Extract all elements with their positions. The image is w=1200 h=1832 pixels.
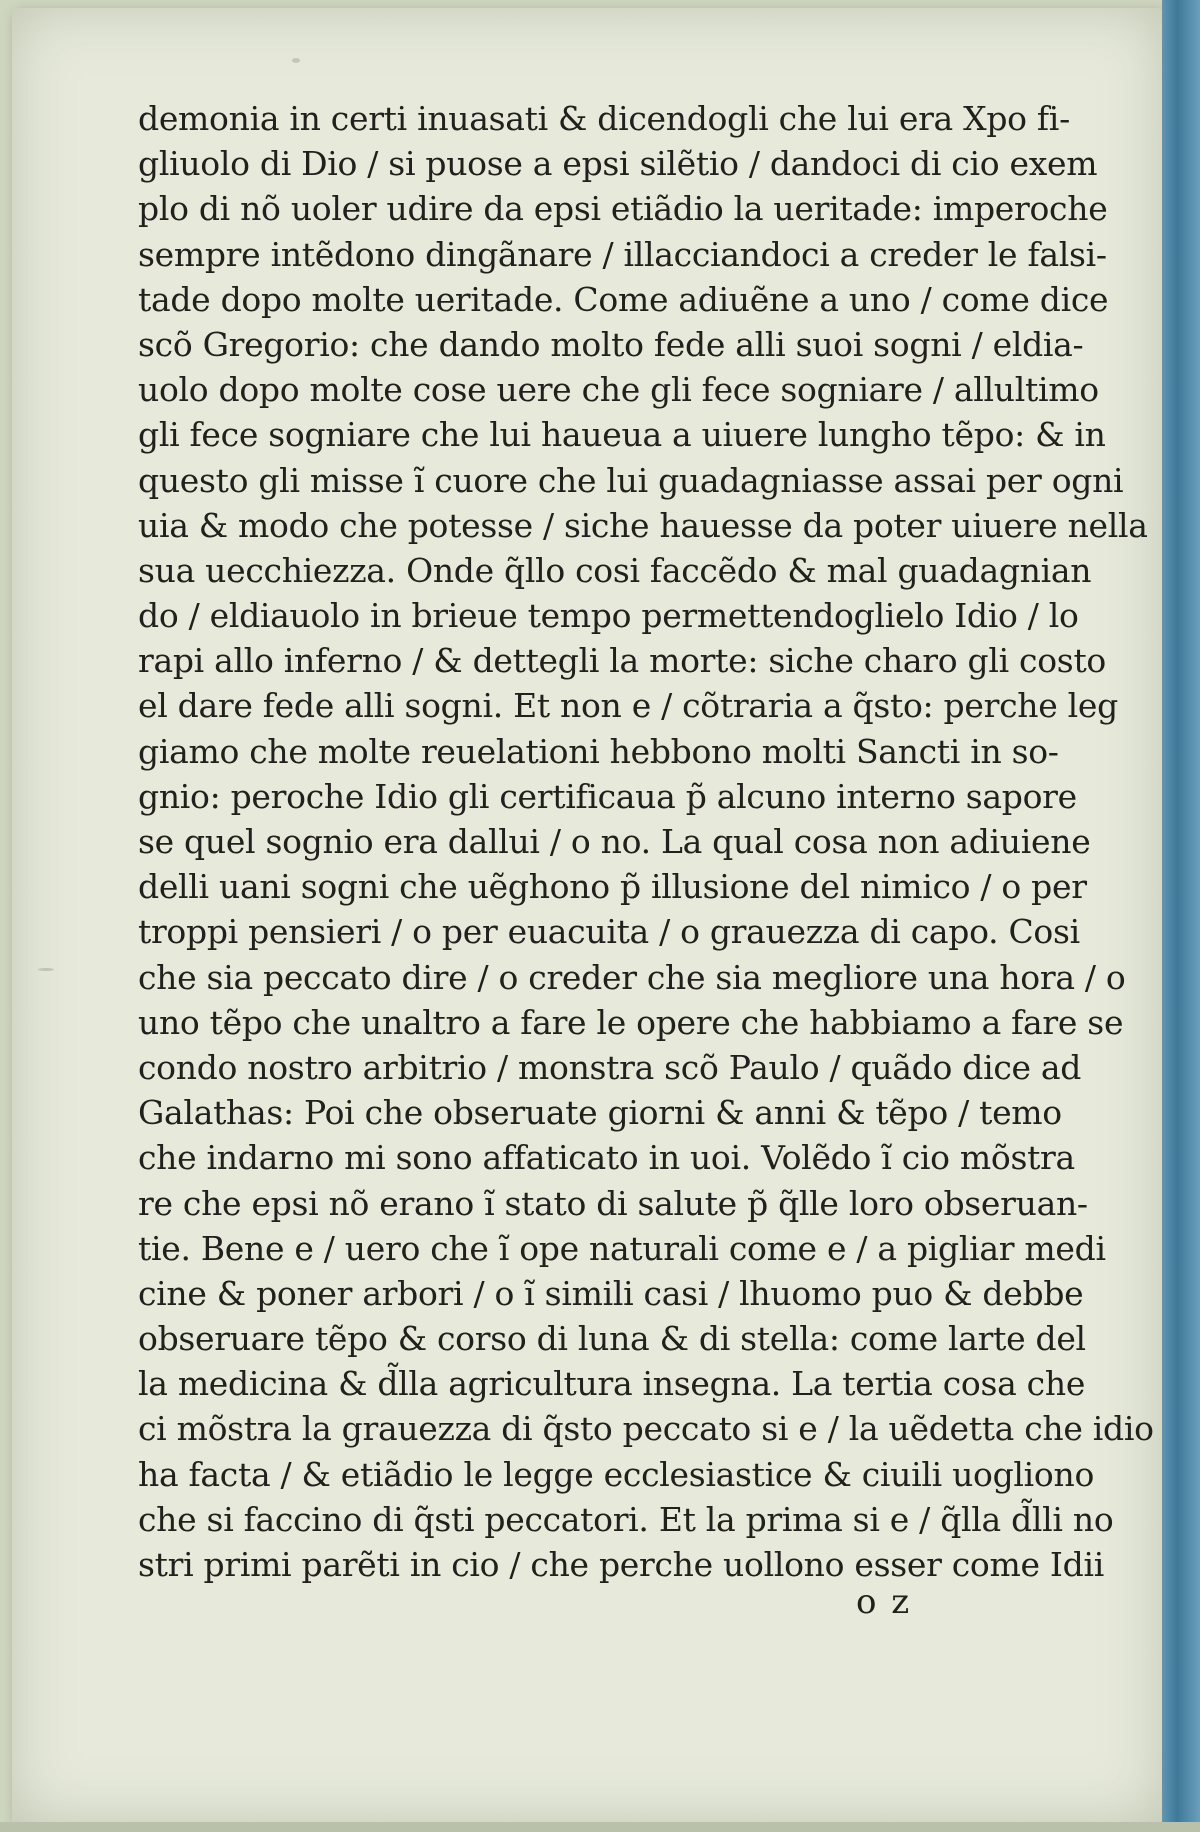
text-line: demonia in certi inuasati & dicendogli che lui era Xpo fi-: [138, 99, 1070, 138]
ink-spot: [38, 968, 54, 971]
text-line: che sia peccato dire / o creder che sia megliore una hora / o: [138, 957, 1126, 997]
text-line: se quel sognio era dallui / o no. La qual cosa non adiuiene: [138, 822, 1091, 861]
text-line: giamo che molte reuelationi hebbono molti Sancti in so-: [138, 731, 1059, 771]
blue-backing-edge: [1162, 0, 1200, 1832]
text-line: ci mõstra la grauezza di q̃sto peccato si e / la uẽdetta che idio: [138, 1409, 1154, 1449]
text-line: cine & poner arbori / o ĩ simili casi / lhuomo puo & debbe: [138, 1273, 1084, 1313]
ink-spot: [292, 58, 300, 63]
text-line: stri primi parẽti in cio / che perche uollono esser come Idii: [138, 1545, 1104, 1584]
text-line: la medicina & d̃lla agricultura insegna. La tertia cosa che: [138, 1364, 1086, 1404]
text-line: gli fece sogniare che lui haueua a uiuere lungho tẽpo: & in: [138, 415, 1106, 455]
text-line: condo nostro arbitrio / monstra scõ Paulo / quãdo dice ad: [138, 1047, 1082, 1087]
text-line: uia & modo che potesse / siche hauesse da poter uiuere nella: [138, 505, 1148, 545]
text-line: troppi pensieri / o per euacuita / o grauezza di capo. Cosi: [138, 912, 1080, 952]
text-line: Galathas: Poi che obseruate giorni & anni & tẽpo / temo: [138, 1093, 1062, 1133]
signature-mark: o z: [856, 1582, 912, 1622]
text-line: ha facta / & etiãdio le legge ecclesiastice & ciuili uogliono: [138, 1454, 1095, 1494]
text-line: questo gli misse ĩ cuore che lui guadagniasse assai per ogni: [138, 460, 1124, 500]
text-line: plo di nõ uoler udire da epsi etiãdio la ueritade: imperoche: [138, 189, 1108, 229]
text-line: sempre intẽdono dingãnare / illacciandoci a creder le falsi-: [138, 234, 1107, 274]
text-line: el dare fede alli sogni. Et non e / cõtraria a q̃sto: perche leg: [138, 686, 1118, 726]
text-line: che si faccino di q̃sti peccatori. Et la prima si e / q̃lla d̃lli no: [138, 1499, 1114, 1539]
text-line: gnio: peroche Idio gli certificaua p̃ alcuno interno sapore: [138, 776, 1077, 816]
text-line: che indarno mi sono affaticato in uoi. Volẽdo ĩ cio mõstra: [138, 1138, 1075, 1178]
text-line: delli uani sogni che uẽghono p̃ illusione del nimico / o per: [138, 867, 1087, 907]
bottom-edge: [0, 1822, 1200, 1832]
text-line: obseruare tẽpo & corso di luna & di stella: come larte del: [138, 1319, 1086, 1359]
text-line: re che epsi nõ erano ĩ stato di salute p̃ q̃lle loro obseruan-: [138, 1183, 1088, 1223]
text-line: sua uecchiezza. Onde q̃llo cosi faccẽdo & mal guadagnian: [138, 550, 1092, 590]
text-line: tie. Bene e / uero che ĩ ope naturali come e / a pigliar medi: [138, 1228, 1106, 1268]
text-line: gliuolo di Dio / si puose a epsi silẽtio / dandoci di cio exem: [138, 144, 1098, 184]
text-line: rapi allo inferno / & dettegli la morte: siche charo gli costo: [138, 641, 1106, 681]
document-body: [138, 96, 1154, 1587]
text-line: scõ Gregorio: che dando molto fede alli suoi sogni / eldia-: [138, 324, 1084, 364]
text-line: uolo dopo molte cose uere che gli fece sogniare / allultimo: [138, 370, 1099, 410]
text-line: tade dopo molte ueritade. Come adiuẽne a uno / come dice: [138, 279, 1109, 319]
text-line: do / eldiauolo in brieue tempo permettendoglielo Idio / lo: [138, 596, 1079, 636]
text-line: uno tẽpo che unaltro a fare le opere che habbiamo a fare se: [138, 1002, 1124, 1042]
